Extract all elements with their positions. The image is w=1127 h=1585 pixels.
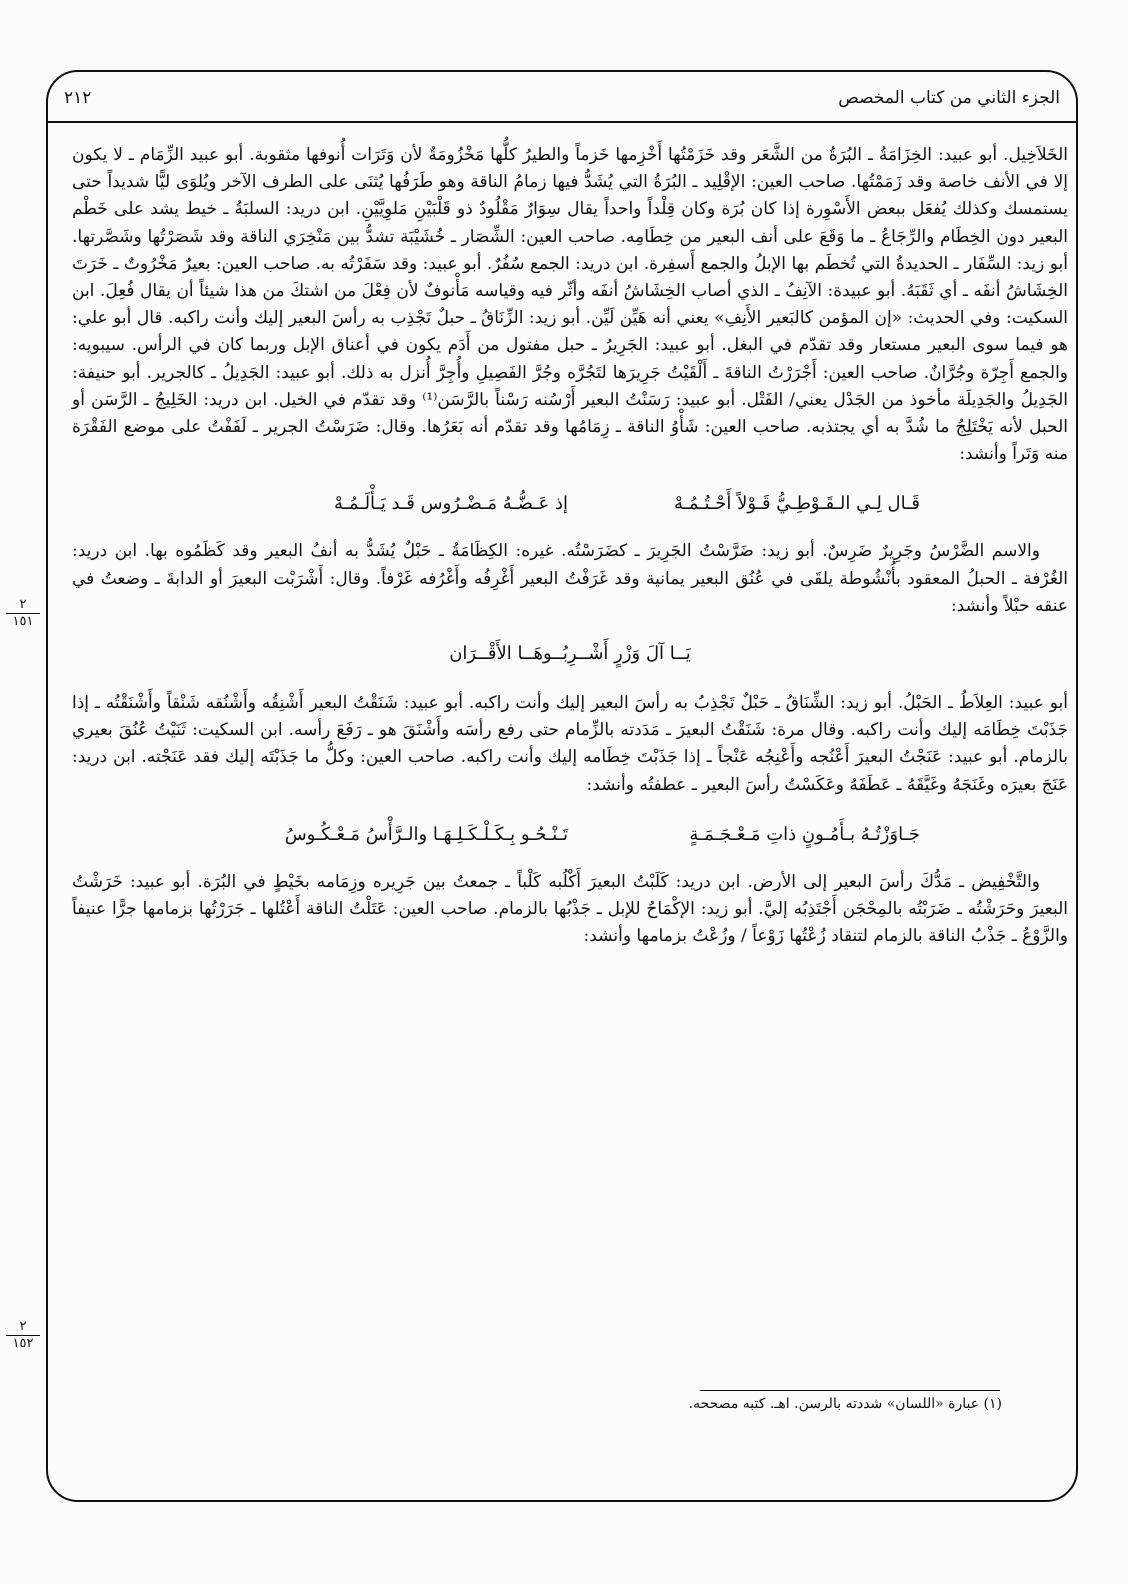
verse-3-first-hemistich: جَـاوَزْتُـهُ بـأَمُـونٍ ذاتِ مَـعْـجَـمَـةٍ [689,823,920,845]
page-number: ٢١٢ [64,88,92,108]
margin-note-2 [6,1320,40,1351]
verse-3-second-hemistich: تَـنْـحُـو بِـكَـلْـكَـلِـهَـا والـرَّأْسُ مَـعْـكُـوسُ [284,823,568,845]
margin-note-2-volume: ٢ [6,1320,40,1336]
paragraph-3: أبو عبيد: العِلاَطُ ـ الحَبْلُ. أبو زيد: الشِّنَاقُ ـ حَبْلٌ تَجْذِبُ به رأسَ البعير إليك وأنت راكبه. أبو عبيد: شَنَقْتُ البعير أَشْنِقُه وأَشْنُقه شَنْقاً وأَشْنَقْتُه ـ إذا جَذَبْتَ خِطَامَه إليك وأنت راكبه. وقال مرة: شَنَقْتُ البعيرَ ـ مَدَدته بالزِّمام حتى رفع رأسَه وأَشْنَقَ هو ـ رَفَعَ رأسه. ابن السكيت: ثَنَيْتُ عُنُقَ بعيري بالزمام. أبو عبيد: عَنَجْتُ البعيرَ أَعْنُجه وأَعْنِجُه عَنْجاً ـ إذا جَذَبْتَ خِطَامه إليك وأنت راكبه. صاحب العين: وكلُّ ما جَذَبْتَه إليك فقد عَنَجْته. ابن دريد: عَنَجَ بعيرَه وغَنَجَهُ وغَيَّقَهُ ـ عَطَفَهُ وعَكَسْتُ رأسَ البعير ـ عطفتُه وأنشد: [72,693,1068,795]
footnote-rule [700,1390,1000,1391]
verse-1-second-hemistich: إذ عَـضُّـهُ مَـضْـرُوس قَـد يَـأْلَـمُـهْ [333,493,568,515]
running-title: الجزء الثاني من كتاب المخصص [838,88,1060,108]
verse-1 [72,468,1068,538]
margin-note-1 [6,598,40,629]
verse-2 [72,620,1068,690]
margin-note-1-volume: ٢ [6,598,40,614]
page-header [64,82,1060,122]
footnote: (١) عبارة «اللسان» شددته بالرسن. اهـ. كتبه مصححه. [688,1396,1002,1412]
paragraph-2: والاسم الضَّرْسُ وجَرِيرٌ ضَرِسٌ. أبو زيد: ضَرَّسْتُ الجَرِيرَ ـ كضَرَسْتُه. غيره: الكِظَامَةُ ـ حَبْلٌ يُشَدُّ به أنفُ البعير وقد كَظَمُوه بها. ابن دريد: الغُرْفة ـ الحبلُ المعقود بأُنْشُوطة يلقَى في عُنُق البعير يمانية وقد غَرَفْتُ البعير أَغْرِفُه وأَغْرُفه غَرْفاً. وقال: أَشْرَبْت البعيرَ أو الدابةَ ـ وضعتُ في عنقه حبْلاً وأنشد: [72,541,1068,616]
margin-note-1-page: ١٥١ [12,614,34,629]
header-rule [46,121,1078,123]
paragraph-4: والتَّخْفِيض ـ مَدُّكَ رأسَ البعير إلى الأرض. ابن دريد: كَلَبْتُ البعيرَ أَكْلُبه كَلْباً ـ جمعتُ بين جَرِيره وزِمَامه بخَيْطٍ في البُرَة. أبو عبيد: خَرَشْتُ البعيرَ وحَرَشْتُه ـ ضَرَبْتُه بالمِحْجَن أَجْتَذِبُه إليَّ. أبو زيد: الإكْمَاحُ للإبل ـ جَذْبُها بالزمام. صاحب العين: عَتَلْتُ الناقة أَعْتُلها ـ جَرَرْتُها بزمامها جرًّا عنيفاً والزَّوْعُ ـ جَذْبُ الناقة بالزمام لتنقاد زُعْتُها زَوْعاً / وزُعْتُ بزمامها وأنشد: [72,871,1068,947]
margin-note-2-page: ١٥٢ [12,1336,34,1351]
verse-2-line: يَــا آلَ وَزْرٍ أَشْــرِبُــوهَــا الأَقْــرَان [449,643,691,665]
main-text [72,142,1068,950]
paragraph-1: الخَلاَخِيل. أبو عبيد: الخِزَامَةُ ـ البُرَةُ من الشَّعَر وقد خَزَمْتُها أَخْزِمها خَزماً والطيرُ كلُّها مَخْزُومَةٌ لأن وَتَرَات أُنوفها مثقوبة. أبو عبيد الزِّمَام ـ لا يكون إلا في الأنف خاصة وقد زَمَمْتُها. صاحب العين: الإقْلِيد ـ البُرَةُ التي يُشَدُّ فيها زمامُ الناقة وهو طَرَفُها يُثنَى على الطرف الآخر ويُلوَى ليًّا شديداً حتى يستمسك وكذلك يُفعَل ببعض الأَسْوِرة إذا كان بُرَة وكان قِلْداً واحداً يقال سِوَارٌ مَقْلُودٌ ذو قَلْبَيْنِ مَلوِيَّيْنِ. ابن دريد: السلبَةُ ـ خيط يشد على خَطْم البعير دون الخِطَام والرِّجَاعُ ـ ما وَقَعَ على أنف البعير من خِطَامِه. صاحب العين: الشِّصَار ـ خُشَيْبَة تشدُّ بين مَنْخِرَي الناقة وقد شَصَرْتُها وشَصَّرتها. أبو زيد: السِّفَار ـ الحديدةُ التي تُخطَم بها الإبلُ والجمع أَسفِرة. ابن دريد: الجمع سُفُرٌ. أبو عبيد: وقد سَفَرْتُه به. صاحب العين: بعيرٌ مَخْرُوتٌ ـ خَرَتَ الخِشَاشُ أنفَه ـ أي ثَقَبَهُ. أبو عبيدة: الآنِفُ ـ الذي أصاب الخِشَاشُ أنفَه وأثّر فيه وقياسه مَأْنوفٌ لأن فِعْلَ من اشتكَ من هذا شيئاً أن يقال فُعِلَ. ابن السكيت: وفي الحديث: «إن المؤمن كالبَعير الأَنِفِ» يعني أنه هَيِّن لَيِّن. أبو زيد: الزِّنَاقُ ـ حبلٌ تَجْذِب به رأسَ البعير إليك وأنت راكبه. قال أبو علي: هو فيما سوى البعير مستعار وقد تقدّم في البغل. أبو عبيد: الجَرِيرُ ـ حبل مفتول من أَدَم يكون في أعناق الإبل وربما كان في الرأس. سيبويه: والجمع أَجِرّة وجُرَّانٌ. صاحب العين: أَجْرَرْتُ الناقةَ ـ أَلْقَيْتُ جَرِيرَها لتَجُرَّه وجُرَّ الفَصِيلِ وأُجِرَّ أُنزل به ذلك. أبو عبيد: الجَدِيلُ ـ كالجرير. أبو حنيفة: الجَدِيلُ والجَدِيلَة مأخوذ من الجَدْل يعني/ الفَتْل. أبو عبيد: رَسَنْتُ البعير أَرْسُنه رَسْناً بالرَّسَن⁽¹⁾ وقد تقدّم في الخيل. ابن دريد: الخَلِيجُ ـ الرَّسَن أو الحبل لأنه يَخْتَلِجُ ما شُدَّ به أي يجتذبه. صاحب العين: شَأْوُ الناقة ـ زِمَامُها وقد تقدّم أنه بَعَرُها. وقال: ضَرَسْتُ الجرير ـ لَفَفْتُ على موضع الفَقْرَة منه وَتَراً وأنشد: [72,145,1068,465]
verse-1-first-hemistich: قَـال لِـي الـقَـوْطِـيُّ قَـوْلاً أَحْـتُـمُـهْ [673,493,920,515]
verse-3 [72,799,1068,869]
